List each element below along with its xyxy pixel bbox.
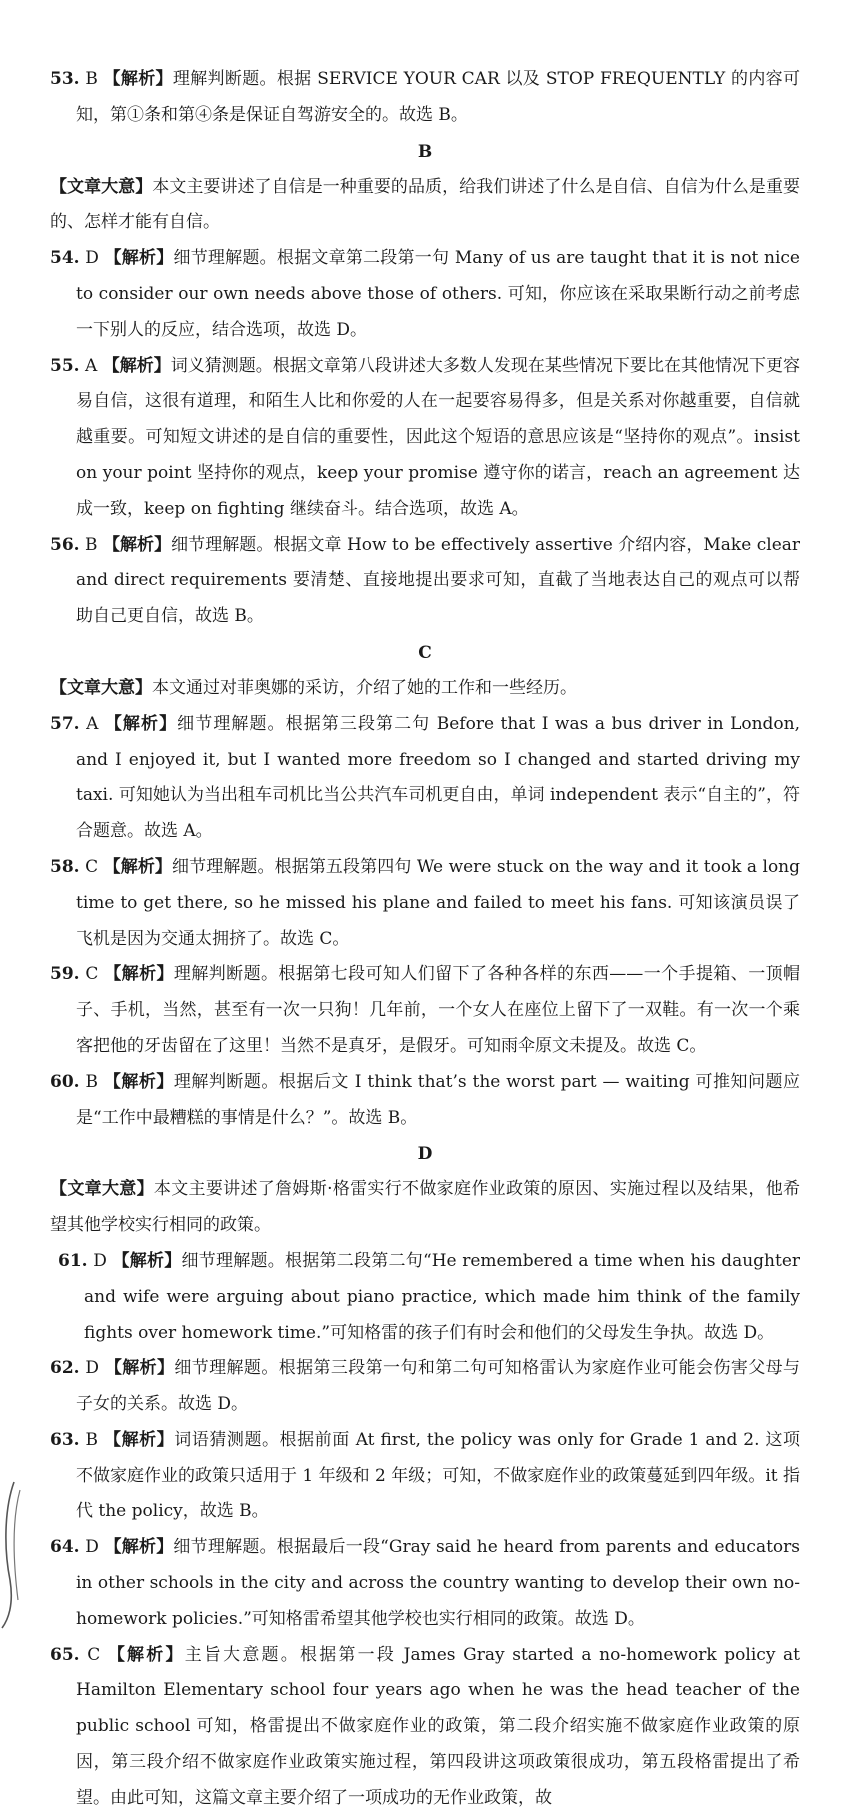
question-number: 57. [50,713,80,734]
analysis-tag: 【解析】 [104,1537,174,1558]
section-heading: B [417,141,433,162]
explanation-text: 细节理解题。根据第三段第二句 Before that I was a bus driver in London, and I enjoyed it, but I wanted more freedom so I changed and started driving my taxi. 可知她认为当出租车司机比当公共汽车司机更自由，单词 independent 表示“自主的”，符合题意。故选 A。 [76,713,801,842]
answer-letter: D [85,1358,100,1379]
explanation-text: 细节理解题。根据第五段第四句 We were stuck on the way and it took a long time to get there, so he missed his plane and failed to meet his fans. 可知该演员误了飞机是因为交通太拥挤了。故选 C。 [76,856,801,949]
section-heading: C [418,642,432,663]
answer-letter: D [85,1537,99,1558]
explanation-text: 细节理解题。根据第二段第二句“He remembered a time when his daughter and wife were arguing about piano practice, which made him think of the family fights over homework time.”可知格雷的孩子们有时会和他们的父母发生争执。故选 D。 [84,1250,801,1343]
answer-item [50,707,800,850]
answer-letter: B [85,69,98,89]
answer-item [50,1423,800,1530]
answer-item [50,850,800,957]
answer-letter: C [87,1644,101,1665]
article-summary [50,671,800,707]
analysis-tag: 【解析】 [104,1358,175,1379]
question-number: 55. [50,355,80,376]
answer-item [50,1530,800,1637]
summary-tag: 【文章大意】 [50,176,153,197]
question-number: 59. [50,964,80,985]
analysis-tag: 【解析】 [102,355,171,376]
binding-margin-mark [0,1480,22,1630]
summary-text: 本文主要讲述了自信是一种重要的品质，给我们讲述了什么是自信、自信为什么是重要的、怎样才能有自信。 [50,176,801,233]
explanation-text: 理解判断题。根据后文 I think that’s the worst part — waiting 可推知问题应是“工作中最糟糕的事情是什么？”。故选 B。 [76,1071,801,1128]
explanation-text: 细节理解题。根据文章第二段第一句 Many of us are taught that it is not nice to consider our own needs above those of others. 可知，你应该在采取果断行动之前考虑一下别人的反应，结合选项，故选 D。 [76,248,800,340]
answer-item [50,1351,800,1423]
summary-tag: 【文章大意】 [50,677,152,698]
explanation-text: 理解判断题。根据 SERVICE YOUR CAR 以及 STOP FREQUENTLY 的内容可知，第①条和第④条是保证自驾游安全的。故选 B。 [76,69,800,125]
answer-letter: C [85,856,99,877]
question-number: 54. [50,248,80,269]
question-number: 61. [58,1250,88,1271]
section-heading: D [417,1144,433,1165]
answer-letter: D [93,1250,107,1271]
summary-tag: 【文章大意】 [50,1179,154,1200]
question-number: 60. [50,1071,80,1092]
answer-item [50,957,800,1064]
analysis-tag: 【解析】 [104,248,174,269]
analysis-tag: 【解析】 [102,534,172,555]
answer-item [50,1244,800,1351]
answer-item [50,241,800,348]
question-number: 58. [50,856,80,877]
answer-letter: A [85,355,98,376]
answer-letter: B [85,534,98,555]
answer-item [50,1065,800,1137]
answer-letter: C [85,964,99,985]
explanation-text: 词义猜测题。根据文章第八段讲述大多数人发现在某些情况下要比在其他情况下更容易自信，这很有道理，和陌生人比和你爱的人在一起要容易得多，但是关系对你越重要，自信就越重要。可知短文讲述的是自信的重要性，因此这个短语的意思应该是“坚持你的观点”。insist on your point 坚持你的观点，keep your promise 遵守你的诺言，reach an agreement 达成一致，keep on fighting 继续奋斗。结合选项，故选 A。 [76,355,801,519]
question-number: 65. [50,1644,80,1665]
answer-item [50,1638,800,1817]
explanation-text: 理解判断题。根据第七段可知人们留下了各种各样的东西——一个手提箱、一顶帽子、手机，当然，甚至有一次一只狗！几年前，一个女人在座位上留下了一双鞋。有一次一个乘客把他的牙齿留在了这里！当然不是真牙，是假牙。可知雨伞原文未提及。故选 C。 [76,964,801,1056]
summary-text: 本文通过对菲奥娜的采访，介绍了她的工作和一些经历。 [152,677,577,698]
analysis-tag: 【解析】 [112,1250,182,1271]
analysis-tag: 【解析】 [104,713,178,734]
answer-letter: D [85,248,99,269]
answer-letter: B [85,1429,99,1450]
explanation-text: 词语猜测题。根据前面 At first, the policy was only for Grade 1 and 2. 这项不做家庭作业的政策只适用于 1 年级和 2 年级；可知，不做家庭作业的政策蔓延到四年级。it 指代 the policy，故选 B。 [76,1429,801,1522]
question-number: 63. [50,1429,80,1450]
answer-letter: B [85,1071,98,1092]
analysis-tag: 【解析】 [103,69,173,89]
question-number: 64. [50,1537,80,1558]
analysis-tag: 【解析】 [103,856,173,877]
question-number: 62. [50,1358,80,1379]
analysis-tag: 【解析】 [104,964,174,985]
answer-item [50,528,800,635]
analysis-tag: 【解析】 [103,1071,174,1092]
answer-explanations [50,62,800,1817]
summary-text: 本文主要讲述了詹姆斯·格雷实行不做家庭作业政策的原因、实施过程以及结果，他希望其他学校实行相同的政策。 [50,1179,801,1236]
explanation-text: 主旨大意题。根据第一段 James Gray started a no-homework policy at Hamilton Elementary school four years ago when he was the head teacher of the public school 可知，格雷提出不做家庭作业的政策，第二段介绍实施不做家庭作业政策的原因，第三段介绍不做家庭作业政策实施过程，第四段讲这项政策很成功，第五段格雷提出了希望。由此可知，这篇文章主要介绍了一项成功的无作业政策，故 [76,1644,801,1808]
question-number: 53. [50,69,80,89]
answer-item [50,62,800,134]
article-summary [50,170,800,242]
answer-item [50,349,800,528]
question-number: 56. [50,534,80,555]
article-summary [50,1172,800,1244]
analysis-tag: 【解析】 [107,1644,185,1665]
explanation-text: 细节理解题。根据文章 How to be effectively assertive 介绍内容，Make clear and direct requirements 要清楚、直接地提出要求可知，直截了当地表达自己的观点可以帮助自己更自信，故选 B。 [76,534,801,627]
answer-letter: A [86,713,99,734]
explanation-text: 细节理解题。根据第三段第一句和第二句可知格雷认为家庭作业可能会伤害父母与子女的关系。故选 D。 [76,1358,801,1415]
explanation-text: 细节理解题。根据最后一段“Gray said he heard from parents and educators in other schools in the city and across the country wanting to develop their own no-homework policies.”可知格雷希望其他学校也实行相同的政策。故选 D。 [76,1537,801,1629]
analysis-tag: 【解析】 [104,1429,175,1450]
